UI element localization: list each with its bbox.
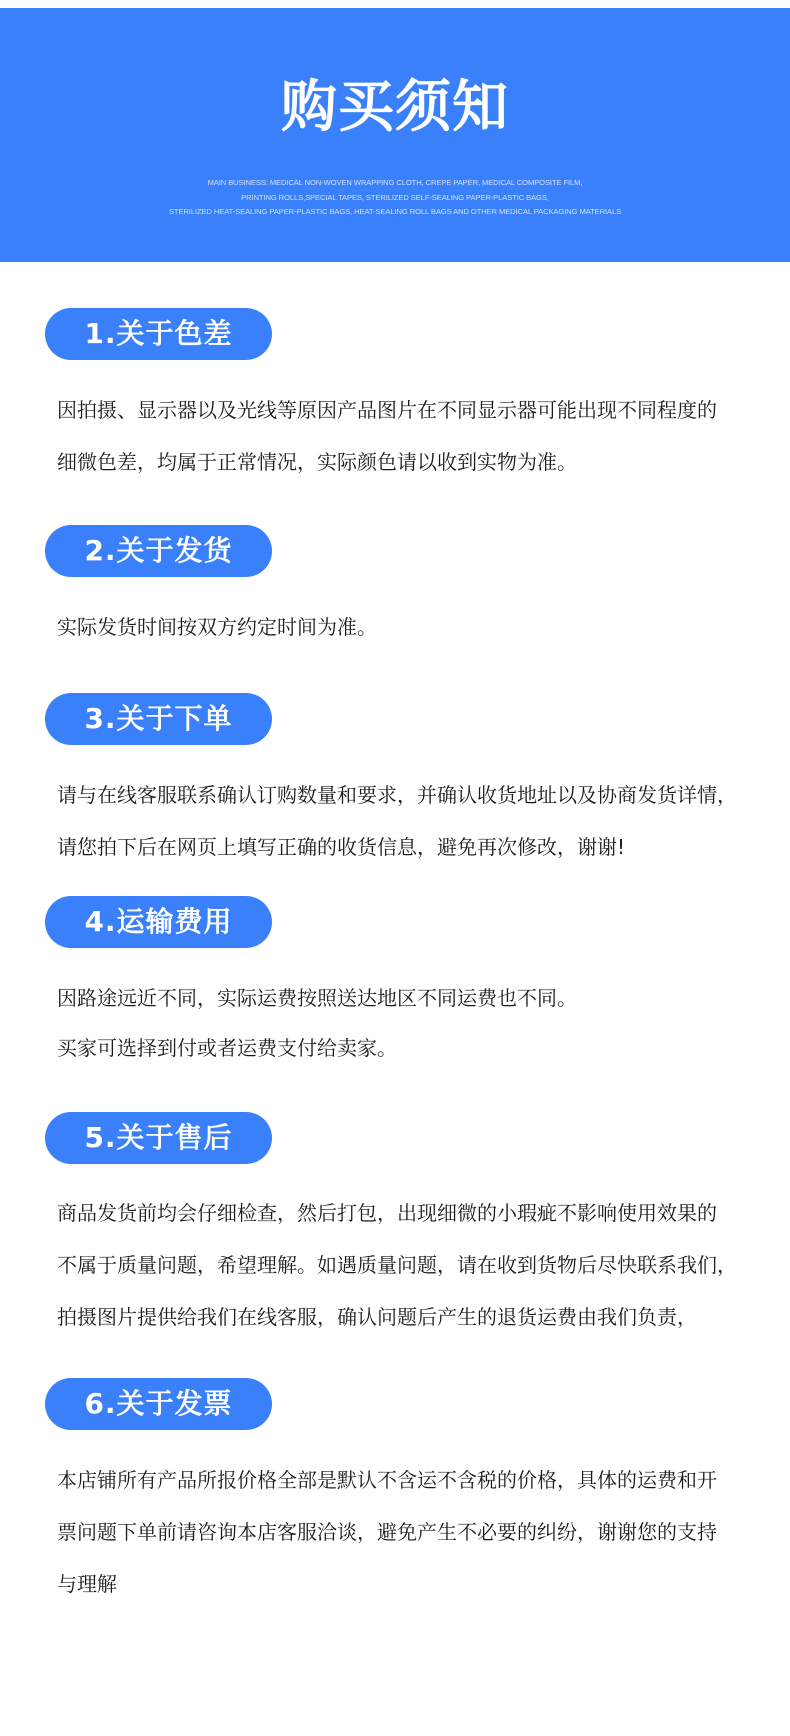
business-scope-line: PRINTING ROLLS,SPECIAL TAPES, STERILIZED SELF-SEALING PAPER-PLASTIC BAGS, <box>241 192 549 202</box>
section-heading-after-sales: 5.关于售后 <box>45 1112 272 1164</box>
section-body-invoice <box>57 1454 777 1610</box>
body-line: 请与在线客服联系确认订购数量和要求，并确认收货地址以及协商发货详情， <box>57 783 737 807</box>
body-line: 不属于质量问题，希望理解。如遇质量问题，请在收到货物后尽快联系我们， <box>57 1253 737 1277</box>
page-title: 购买须知 <box>281 75 509 140</box>
body-line: 细微色差，均属于正常情况，实际颜色请以收到实物为准。 <box>57 450 577 474</box>
section-body-shipping <box>57 601 777 653</box>
body-line: 请您拍下后在网页上填写正确的收货信息，避免再次修改，谢谢! <box>57 835 626 859</box>
body-line: 因拍摄、显示器以及光线等原因产品图片在不同显示器可能出现不同程度的 <box>57 398 717 422</box>
body-line: 因路途远近不同，实际运费按照送达地区不同运费也不同。 <box>57 986 577 1010</box>
body-line: 拍摄图片提供给我们在线客服，确认问题后产生的退货运费由我们负责， <box>57 1305 697 1329</box>
section-body-after-sales <box>57 1187 777 1343</box>
header-banner <box>0 8 790 262</box>
body-line: 与理解 <box>57 1572 117 1596</box>
section-heading-color-difference: 1.关于色差 <box>45 308 272 360</box>
business-scope-line: STERILIZED HEAT-SEALING PAPER-PLASTIC BAGS, HEAT-SEALING ROLL BAGS AND OTHER MEDICAL PACKAGING MATERIALS <box>168 207 622 216</box>
body-line: 实际发货时间按双方约定时间为准。 <box>57 615 377 639</box>
body-line: 票问题下单前请咨询本店客服洽谈，避免产生不必要的纠纷，谢谢您的支持 <box>57 1520 717 1544</box>
section-heading-ordering: 3.关于下单 <box>45 693 272 745</box>
body-line: 商品发货前均会仔细检查，然后打包，出现细微的小瑕疵不影响使用效果的 <box>57 1201 717 1225</box>
section-heading-shipping: 2.关于发货 <box>45 525 272 577</box>
section-body-freight <box>57 973 777 1073</box>
body-line: 本店铺所有产品所报价格全部是默认不含运不含税的价格，具体的运费和开 <box>57 1468 717 1492</box>
section-heading-invoice: 6.关于发票 <box>45 1378 272 1430</box>
section-body-color-difference <box>57 384 777 488</box>
business-scope-line: MAIN BUSINESS: MEDICAL NON-WOVEN WRAPPING CLOTH, CREPE PAPER, MEDICAL COMPOSITE FILM, <box>207 178 583 187</box>
section-heading-freight: 4.运输费用 <box>45 896 272 948</box>
section-body-ordering <box>57 769 777 873</box>
business-scope-text <box>40 176 750 220</box>
body-line: 买家可选择到付或者运费支付给卖家。 <box>57 1036 397 1060</box>
